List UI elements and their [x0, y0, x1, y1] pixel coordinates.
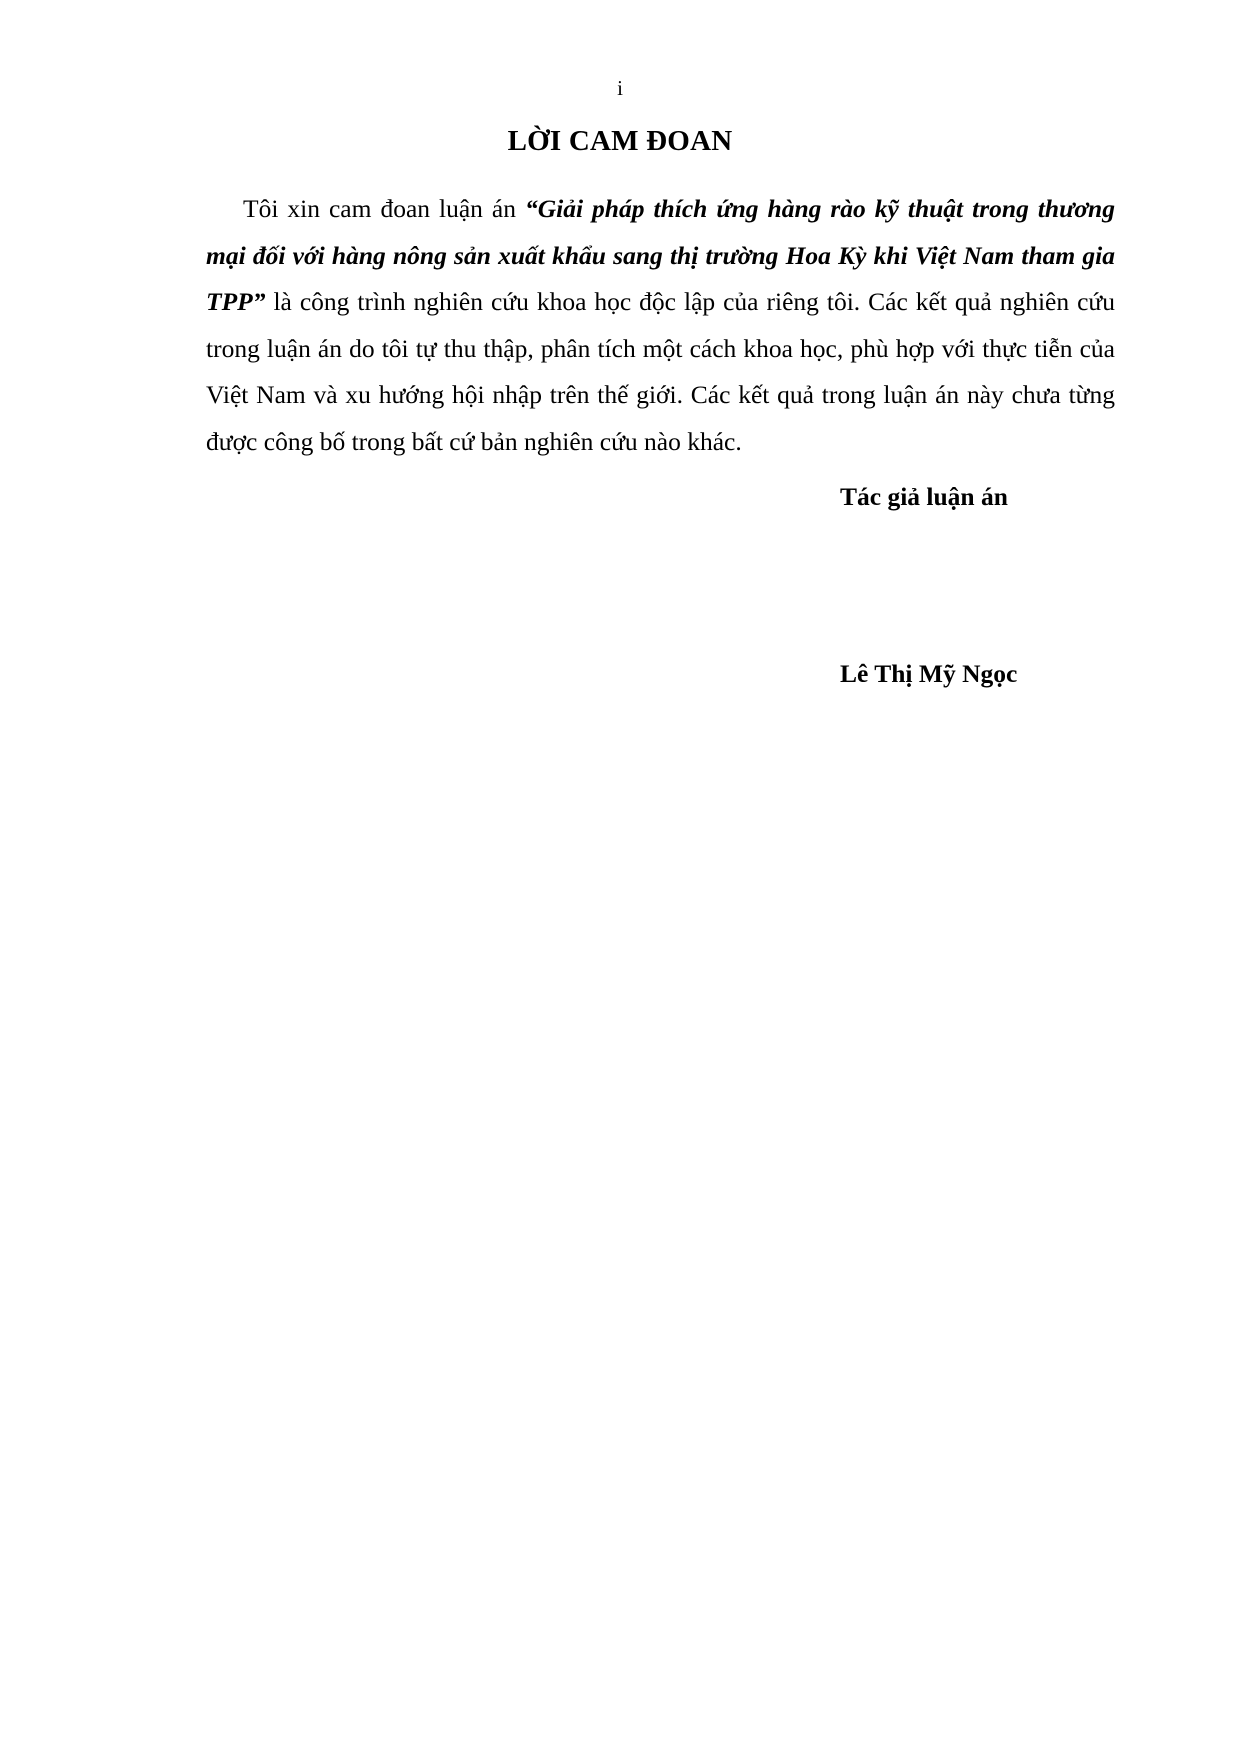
page-title: LỜI CAM ĐOAN: [507, 125, 733, 157]
declaration-body: là công trình nghiên cứu khoa học độc lập của riêng tôi. Các kết quả nghiên cứu trong luận án do tôi tự thu thập, phân tích một cách khoa học, phù hợp với thực tiễn của Việt Nam và xu hướng hội nhập trên thế giới. Các kết quả trong luận án này chưa từng được công bố trong bất cứ bản nghiên cứu nào khác.: [206, 287, 1115, 456]
declaration-paragraph: [206, 186, 1115, 466]
thesis-title: “Giải pháp thích ứng hàng rào kỹ thuật trong thương mại đối với hàng nông sản xuất khẩu sang thị trường Hoa Kỳ khi Việt Nam tham gia TPP”: [206, 194, 1115, 317]
page-number: i: [617, 76, 623, 100]
declaration-intro: Tôi xin cam đoan luận án: [243, 194, 525, 223]
author-name: Lê Thị Mỹ Ngọc: [840, 659, 1018, 688]
author-label: Tác giả luận án: [840, 482, 1008, 511]
